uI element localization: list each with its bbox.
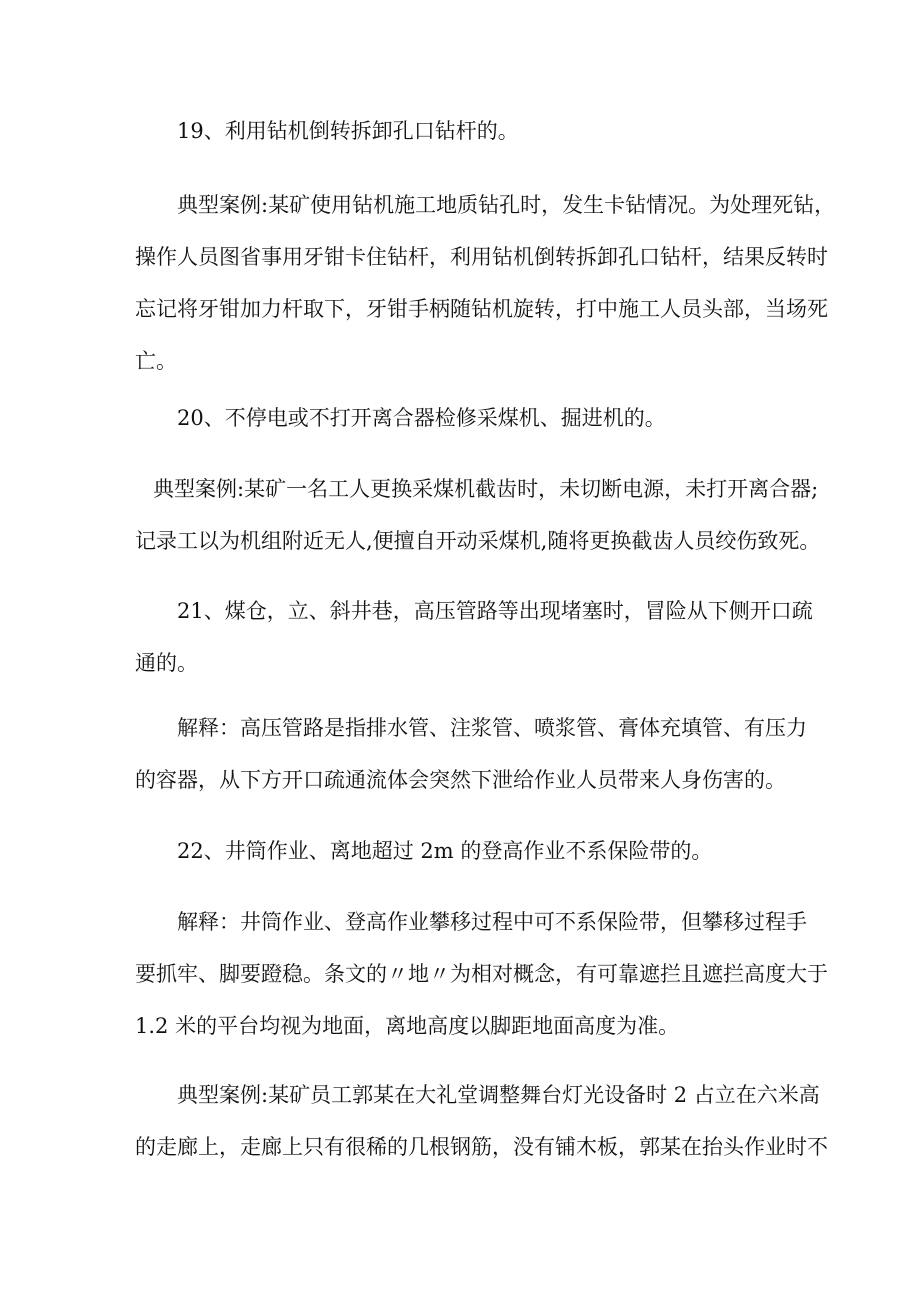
text-line: 典型案例:某矿一名工人更换采煤机截齿时，未切断电源，未打开离合器; [153,477,819,501]
paragraph-item-21 [135,585,813,689]
text-line: 19、利用钻机倒转拆卸孔口钻杆的。 [177,119,519,143]
paragraph-explain-21 [135,702,807,806]
text-line: 忘记将牙钳加力杆取下，牙钳手柄随钻机旋转，打中施工人员头部，当场死 [135,297,828,321]
text-line: 的走廊上，走廊上只有很稀的几根钢筋，没有铺木板，郭某在抬头作业时不 [135,1135,828,1159]
text-line: 要抓牢、脚要蹬稳。条文的〃地〃为相对概念，有可靠遮拦且遮拦高度大于 [135,962,828,986]
text-line: 22、井筒作业、离地超过 2m 的登高作业不系保险带的。 [177,839,713,863]
paragraph-item-20 [135,392,795,444]
paragraph-explain-22 [135,896,828,1052]
text-line: 21、煤仓，立、斜井巷，高压管路等出现堵塞时，冒险从下侧开口疏 [177,599,813,623]
paragraph-case-22 [135,1069,828,1173]
text-line: 记录工以为机组附近无人,便擅自开动采煤机,随将更换截齿人员绞伤致死。 [135,529,821,553]
paragraph-item-19 [135,105,795,157]
text-line: 解释：高压管路是指排水管、注浆管、喷浆管、膏体充填管、有压力 [177,716,807,740]
text-line: 典型案例:某矿使用钻机施工地质钻孔时，发生卡钻情况。为处理死钻， [177,193,836,217]
text-line: 典型案例:某矿员工郭某在大礼堂调整舞台灯光设备时 2 占立在六米高 [177,1083,820,1107]
text-line: 亡。 [135,349,177,373]
text-line: 的容器，从下方开口疏通流体会突然下泄给作业人员带来人身伤害的。 [135,768,786,792]
paragraph-case-20 [135,463,821,567]
text-line: 20、不停电或不打开离合器检修采煤机、掘进机的。 [177,406,666,430]
paragraph-item-22 [135,825,795,877]
text-line: 通的。 [135,651,198,675]
paragraph-case-19 [135,179,836,387]
text-line: 操作人员图省事用牙钳卡住钻杆，利用钻机倒转拆卸孔口钻杆，结果反转时 [135,245,828,269]
text-line: 1.2 米的平台均视为地面，离地高度以脚距地面高度为准。 [135,1014,680,1038]
text-line: 解释：井筒作业、登高作业攀移过程中可不系保险带，但攀移过程手 [177,910,807,934]
